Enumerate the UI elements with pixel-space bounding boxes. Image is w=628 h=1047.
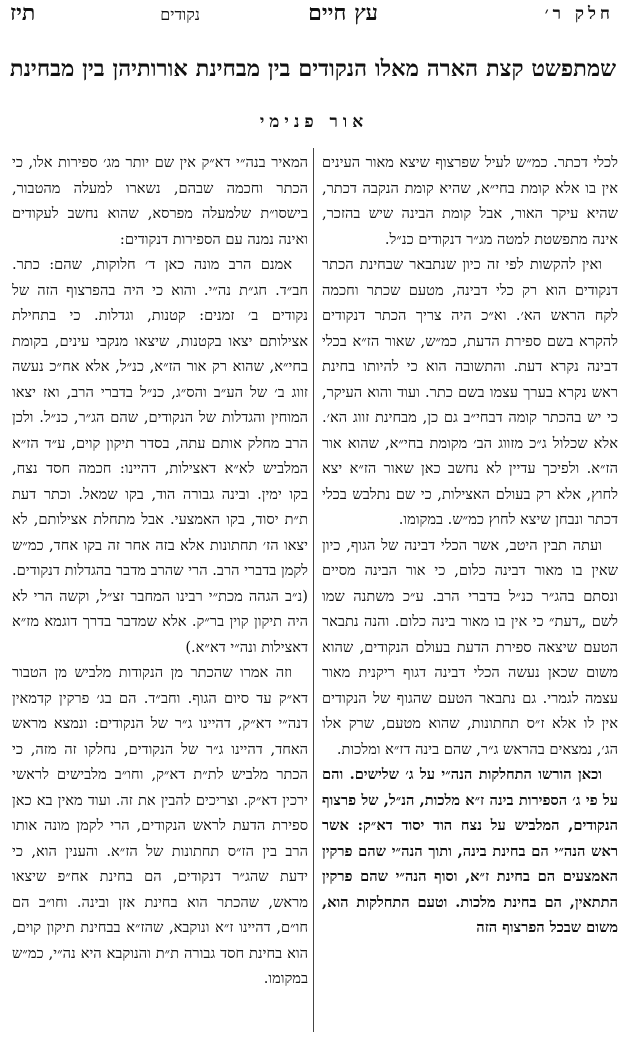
left-column (12, 150, 308, 1030)
header-section-name: נקודים (160, 5, 200, 24)
paragraph: לכלי דכתר. כמ״ש לעיל שפרצוף שיצא מאור העינים אין בו אלא קומת בחי״א, שהיא קומת הנקבה דכתר, שהיא עיקר האור, אבל קומת הבינה שיש בהזכר, אינה מתפשטת למטה מג״ר דנקודים כנ״ל. (322, 154, 618, 248)
paragraph: וזה אמרו שהכתר מן הנקודות מלביש מן הטבור דא״ק עד סיום הגוף. וחב״ד. הם בג׳ פרקין קדמאין דנה״י דא״ק, דהיינו ג״ר של הנקודים: ונמצא מראש האחד, דהיינו ג״ר של הנקודים, נחלקו זה מזה, כי הכתר מלביש לת״ת דא״ק, וחו״ב מלבישים לראשי ירכין דא״ק. וצריכים להבין את זה. ועוד מאין בא כאן ספירת הדעת לראש הנקודים, הרי לקמן מונה אותו הרב בין הז״ס תחתונות של הז״א. והענין הוא, כי ידעת שהג״ר דנקודים, הם בחינת אח״פ שיצאו מראש, שהכתר הוא בחינת אזן ובינה. וחו״ב הם חו״ם, דהיינו ז״א ונוקבא, שהז״א בבחינת תיקון קוים, הוא בחינת חסד גבורה ת״ת והנוקבא היא נה״י, כמ״ש במקומו. (12, 664, 308, 987)
section-heading: אור פנימי (259, 112, 369, 132)
running-header (0, 0, 628, 40)
paragraph: וכאן הורשו התחלקות הנה״י על ג׳ שלישים. והם על פי ג׳ הספירות בינה ז״א מלכות, הנ״ל, של פרצוף הנקודים, המלביש על נצח הוד יסוד דא״ק: אשר ראש הנה״י הם בחינת בינה, ותוך הנה״י שהם פרקין האמצעים הם בחינת ז״א, וסוף הנה״י שהם פרקין התתאין, הם בחינת מלכות. וטעם התחלקות הוא, משום שבכל הפרצוף הזה (322, 766, 618, 936)
right-column (322, 150, 618, 1030)
paragraph: המאיר בנה״י דא״ק אין שם יותר מג׳ ספירות אלו, כי הכתר וחכמה שבהם, נשארו למעלה מהטבור, בישסו״ת שלמעלה מפרסא, שהוא נחשב לעקודים ואינה נמנה עם הספירות דנקודים: (12, 154, 308, 248)
header-page-number: תיז (10, 0, 36, 26)
header-book-title: עץ חיים (308, 0, 378, 26)
paragraph: ואין להקשות לפי זה כיון שנתבאר שבחינת הכתר דנקודים הוא רק כלי דבינה, מטעם שכתר וחכמה לקח הראש הא׳. וא״כ היה צריך הכתר דנקודים להקרא בשם ספירת הדעת, כמ״ש, שאור הז״א בכלי דבינה נקרא דעת. והתשובה הוא כי להיותו בחינת ראש נקרא בערך עצמו בשם כתר. ועוד והוא העיקר, כי יש בהכתר קומה דבחי״ב גם כן, מבחינת זווג הא׳. אלא שכלול ג״כ מזווג הב׳ מקומת בחי״א, שהוא אור הז״א. ולפיכך עדיין לא נחשב כאן שאור הז״א יצא לחוץ, אלא רק בעולם האצילות, כי שם נתלבש בכלי דכתר ונבחן שיצא לחוץ כמ״ש. במקומו. (322, 256, 618, 528)
header-part-label: חלק ר׳ (544, 4, 614, 24)
paragraph: ועתה תבין היטב, אשר הכלי דבינה של הגוף, כיון שאין בו מאור דבינה כלום, כי אור הבינה מסיים ונסתם בהג״ר כנ״ל בדברי הרב. ע״כ משתנה שמו לשם „דעת״ כי אין בו מאור בינה כלום. והנה נתבאר הטעם שיצאה ספירת הדעת בעולם הנקודים, שהוא משום שכאן נעשה הכלי דבינה דגוף ריקנית מאור עצמה לגמרי. גם נתבאר הטעם שהגוף של הנקודים אין לו אלא ז״ס תחתונות, שהוא מטעם, שרק אלו הג׳, נמצאים בהראש ג״ר, שהם בינה דז״א ומלכות. (322, 536, 618, 758)
column-divider (313, 148, 314, 1032)
continuation-line: שמתפשט קצת הארה מאלו הנקודים בין מבחינת אורותיהן בין מבחינת (9, 56, 617, 82)
paragraph: אמנם הרב מונה כאן ד׳ חלוקות, שהם: כתר. חב״ד. חג״ת נה״י. והוא כי היה בהפרצוף הזה של נקודים ב׳ זמנים: קטנות, וגדלות. כי בתחילת אצילותם יצאו בקטנות, שיצאו מנקבי עינים, בקומת בחי״א, שהוא רק אור הז״א, כנ״ל, אלא אח״כ נעשה זווג ב׳ של הע״ב והס״ג, כנ״ל בדברי הרב, ואז יצאו המוחין והגדלות של הנקודים, שהם הג״ר, כנ״ל. ולכן הרב מחלק אותם עתה, בסדר תיקון קוים, ע״ד הז״א המלביש לא״א דאצילות, דהיינו: חכמה חסד נצח, בקו ימין. ובינה גבורה הוד, בקו שמאל. וכתר דעת ת״ת יסוד, בקו האמצעי. אבל מתחלת אצילותם, לא יצאו הז׳ תחתונות אלא בזה אחר זה בקו אחד, כמ״ש לקמן בדברי הרב. הרי שהרב מדבר בהגדלות דנקודים. (נ״ב הגהה מכת״י רבינו המחבר זצ״ל, וקשה הרי לא היה תיקון קוין בר״ק. אלא שמדבר בדרך דוגמא מז״א דאצילות ונה״י דא״א.) (12, 256, 308, 656)
